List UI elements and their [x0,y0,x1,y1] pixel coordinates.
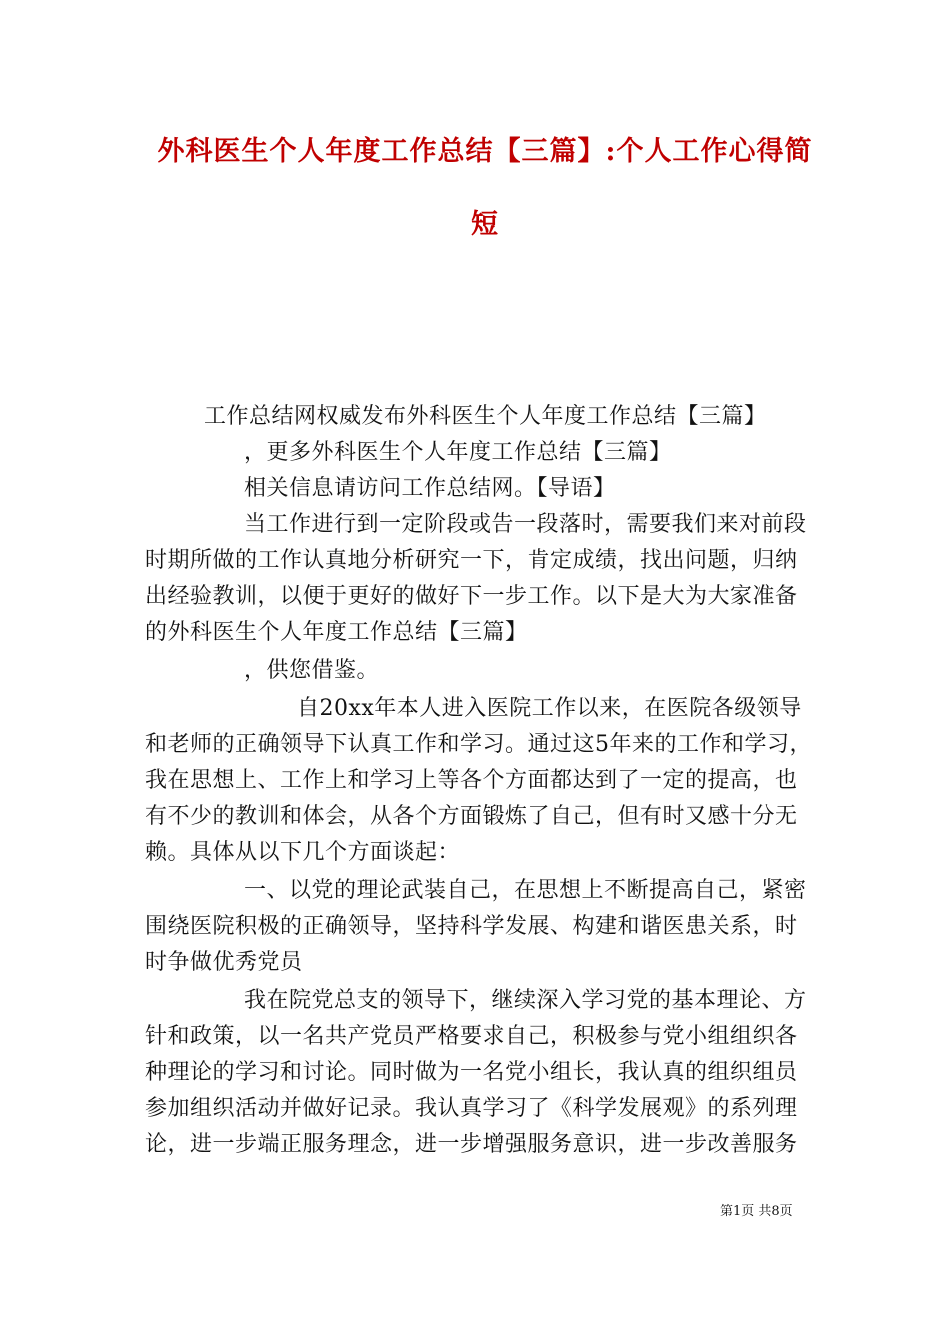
body2-line-3: 种理论的学习和讨论。同时做为一名党小组长，我认真的组织组员 [145,1060,798,1085]
section1-line-2: 围绕医院积极的正确领导，坚持科学发展、构建和谐医患关系，时 [145,914,798,939]
section1-line-3: 时争做优秀党员 [145,950,303,975]
body1-line-5: 赖。具体从以下几个方面谈起： [145,840,461,865]
document-title-line-1: 外科医生个人年度工作总结【三篇】:个人工作心得简 [157,136,813,167]
body1-line-3: 我在思想上、工作上和学习上等各个方面都达到了一定的提高，也 [145,768,798,793]
intro-line-2: ，更多外科医生个人年度工作总结【三篇】 [244,440,672,465]
body2-line-1: 我在院党总支的领导下，继续深入学习党的基本理论、方 [244,988,807,1013]
body2-line-4: 参加组织活动并做好记录。我认真学习了《科学发展观》的系列理 [145,1096,798,1121]
body1-line-2: 和老师的正确领导下认真工作和学习。通过这5年来的工作和学习， [145,732,812,757]
preface-line-1: 当工作进行到一定阶段或告一段落时，需要我们来对前段 [244,512,807,537]
section1-line-1: 一、以党的理论武装自己，在思想上不断提高自己，紧密 [244,878,807,903]
page-number-footer: 第1页 共8页 [720,1204,793,1219]
preface-line-2: 时期所做的工作认真地分析研究一下，肯定成绩，找出问题，归纳 [145,548,798,573]
body2-line-5: 论，进一步端正服务理念，进一步增强服务意识，进一步改善服务 [145,1132,798,1157]
intro-line-3: 相关信息请访问工作总结网。【导语】 [244,476,616,501]
preface-line-5: ，供您借鉴。 [244,658,380,683]
body1-line-1: 自20xx年本人进入医院工作以来，在医院各级领导 [297,696,802,721]
preface-line-4: 的外科医生个人年度工作总结【三篇】 [145,620,528,645]
preface-line-3: 出经验教训，以便于更好的做好下一步工作。以下是大为大家准备 [145,584,798,609]
intro-line-1: 工作总结网权威发布外科医生个人年度工作总结【三篇】 [204,404,767,429]
body1-line-4: 有不少的教训和体会，从各个方面锻炼了自己，但有时又感十分无 [145,804,798,829]
document-title-line-2: 短 [471,209,499,240]
body2-line-2: 针和政策，以一名共产党员严格要求自己，积极参与党小组组织各 [145,1024,798,1049]
